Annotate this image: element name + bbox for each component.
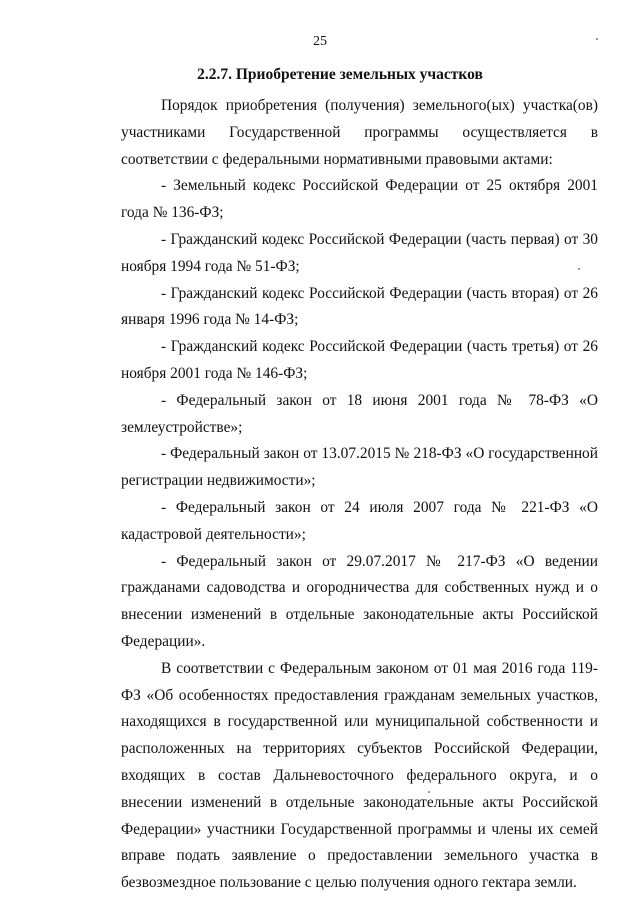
document-body — [121, 93, 598, 897]
list-item: - Земельный кодекс Российской Федерации от 25 октября 2001 года № 136-ФЗ; — [121, 177, 598, 222]
list-item: - Гражданский кодекс Российской Федерации (часть первая) от 30 ноября 1994 года № 51-ФЗ; — [121, 230, 598, 275]
list-item: - Гражданский кодекс Российской Федерации (часть вторая) от 26 января 1996 года № 14-ФЗ; — [121, 284, 598, 329]
list-item: - Гражданский кодекс Российской Федерации (часть третья) от 26 ноября 2001 года № 146-ФЗ; — [121, 338, 598, 382]
list-item: - Федеральный закон от 29.07.2017 № 217-ФЗ «О ведении гражданами садоводства и огородничества для собственных нужд и о внесении изменений в отдельные законодательные акты Российской Федерации». — [121, 552, 598, 650]
scan-speck — [428, 791, 430, 793]
section-title: 2.2.7. Приобретение земельных участков — [197, 66, 483, 83]
scan-speck — [596, 38, 598, 40]
closing-paragraph: В соответствии с Федеральным законом от 01 мая 2016 года 119-ФЗ «Об особенностях предоставления гражданам земельных участков, находящихся в государственной или муниципальной собственности и расположенных на территориях субъектов Российской Федерации, входящих в состав Дальневосточного федерального округа, и о внесении изменений в отдельные законодательные акты Российской Федерации» участники Государственной программы и члены их семей вправе подать заявление о предоставлении земельного участка в безвозмездное пользование с целью получения одного гектара земли. — [121, 659, 598, 892]
list-item: - Федеральный закон от 24 июля 2007 года № 221-ФЗ «О кадастровой деятельности»; — [121, 498, 598, 543]
intro-paragraph: Порядок приобретения (получения) земельного(ых) участка(ов) участниками Государственной программы осуществляется в соответствии с федеральными нормативными правовыми актами: — [121, 97, 598, 168]
list-item: - Федеральный закон от 18 июня 2001 года № 78-ФЗ «О землеустройстве»; — [121, 391, 598, 436]
page-number: 25 — [313, 34, 327, 49]
scan-speck — [578, 268, 580, 270]
list-item: - Федеральный закон от 13.07.2015 № 218-ФЗ «О государственной регистрации недвижимости»; — [121, 445, 598, 490]
